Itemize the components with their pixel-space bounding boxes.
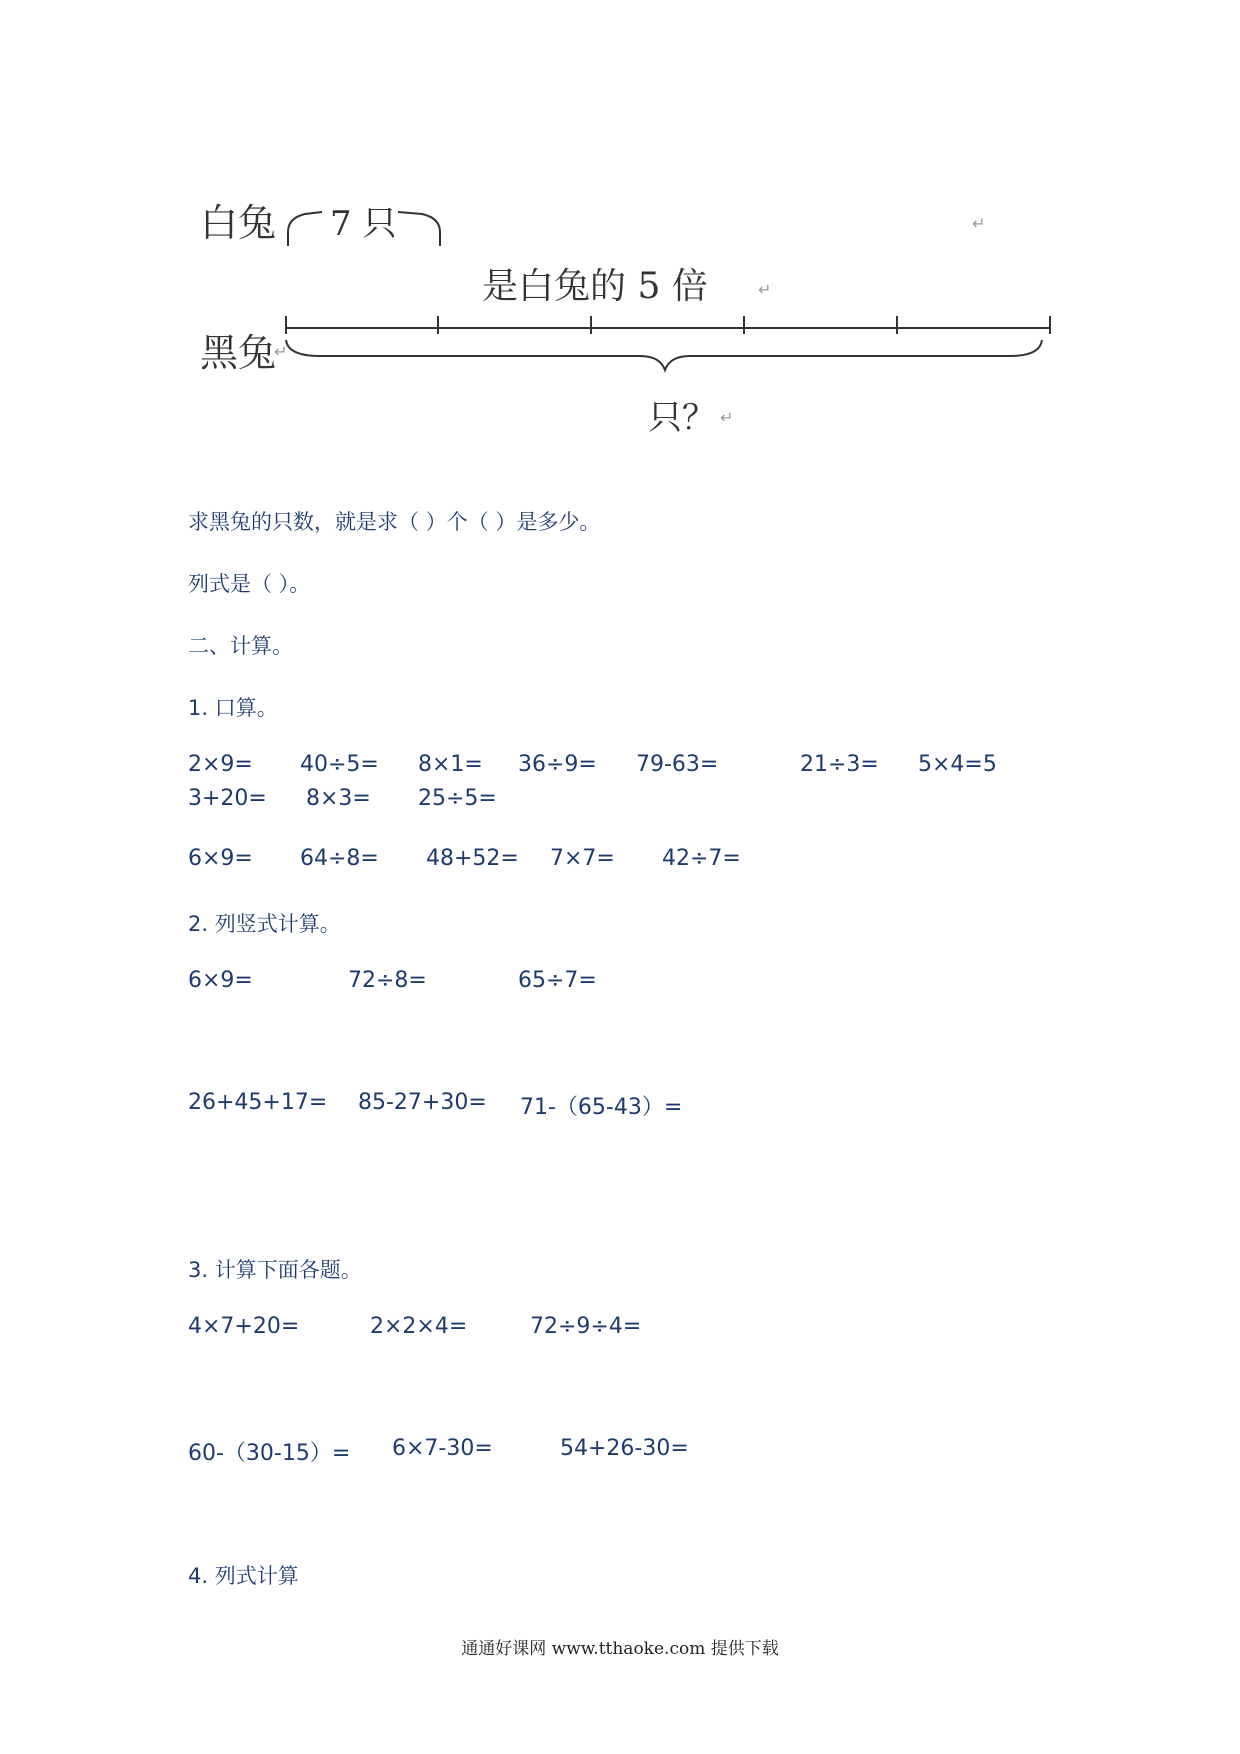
problem: 26+45+17=: [188, 1090, 328, 1115]
problem: 54+26-30=: [560, 1436, 689, 1461]
part-1-title: 1. 口算。: [188, 696, 278, 720]
bar-model-lines: [0, 0, 1240, 460]
problem: 21÷3=: [800, 752, 879, 777]
problem: 6×7-30=: [392, 1436, 493, 1461]
problem: 25÷5=: [418, 786, 497, 811]
part-2-title: 2. 列竖式计算。: [188, 912, 341, 936]
return-mark: ↵: [274, 342, 288, 361]
problem: 65÷7=: [518, 968, 597, 993]
problem: 71-（65-43）=: [520, 1095, 683, 1120]
return-mark: ↵: [720, 408, 734, 427]
return-mark: ↵: [972, 214, 986, 233]
problem: 8×1=: [418, 752, 483, 777]
problem: 64÷8=: [300, 846, 379, 871]
problem: 2×2×4=: [370, 1314, 468, 1339]
page-footer: 通通好课网 www.tthaoke.com 提供下载: [461, 1639, 779, 1659]
question-2: 列式是（ ）。: [188, 572, 311, 596]
problem: 60-（30-15）=: [188, 1441, 351, 1466]
problem: 72÷8=: [348, 968, 427, 993]
part-4-title: 4. 列式计算: [188, 1564, 299, 1588]
relation-label: 是白兔的 5 倍: [482, 266, 708, 307]
problem: 3+20=: [188, 786, 267, 811]
black-rabbit-label: 黑兔: [200, 331, 277, 375]
return-mark: ↵: [758, 280, 772, 299]
problem: 42÷7=: [662, 846, 741, 871]
problem: 79-63=: [636, 752, 719, 777]
question-label: 只？: [648, 398, 716, 438]
problem: 36÷9=: [518, 752, 597, 777]
problem: 7×7=: [550, 846, 615, 871]
question-1: 求黑兔的只数，就是求（ ）个（ ）是多少。: [188, 510, 601, 534]
part-3-title: 3. 计算下面各题。: [188, 1258, 362, 1282]
problem: 85-27+30=: [358, 1090, 487, 1115]
black-rabbit-brace: [286, 340, 1042, 370]
problem: 5×4=5: [918, 752, 997, 777]
problem: 48+52=: [426, 846, 519, 871]
white-rabbit-label: 白兔: [200, 201, 277, 245]
problem: 4×7+20=: [188, 1314, 300, 1339]
problem: 6×9=: [188, 846, 253, 871]
problem: 6×9=: [188, 968, 253, 993]
problem: 72÷9÷4=: [530, 1314, 642, 1339]
white-rabbit-count: 7 只: [330, 204, 397, 244]
problem: 8×3=: [306, 786, 371, 811]
problem: 2×9=: [188, 752, 253, 777]
problem: 40÷5=: [300, 752, 379, 777]
section-2-title: 二、计算。: [188, 634, 293, 658]
bar-model-diagram: [0, 0, 1240, 460]
